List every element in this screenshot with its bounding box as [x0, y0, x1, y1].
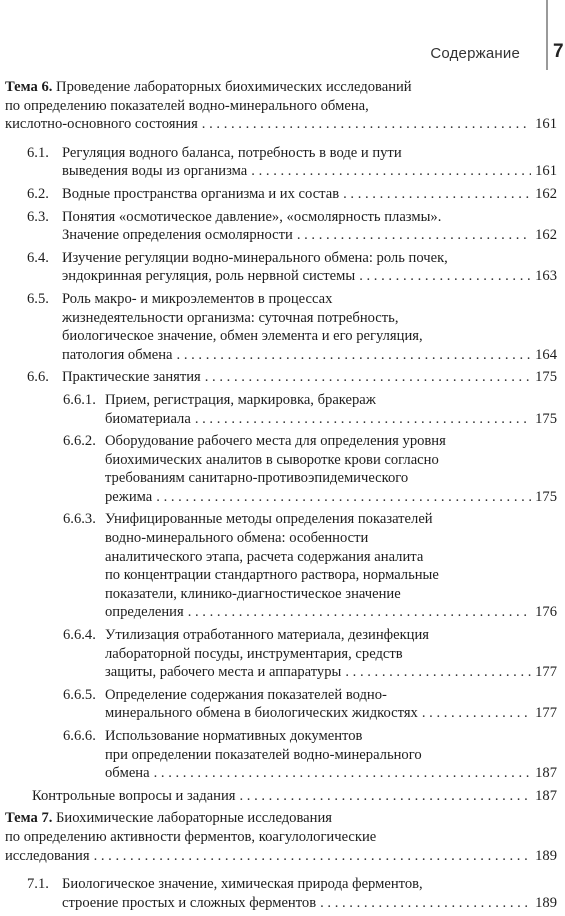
- running-header-title: Содержание: [430, 45, 520, 62]
- toc-entry-text: при определении показателей водно-минерального: [105, 746, 422, 763]
- toc-entry[interactable]: [5, 727, 557, 783]
- toc-topic-label: Тема 6.: [5, 79, 53, 95]
- toc-entry-text: по концентрации стандартного раствора, нормальные: [105, 567, 439, 584]
- dot-leader: [320, 894, 531, 913]
- toc-entry-text: Значение определения осмолярности: [62, 227, 293, 244]
- toc-page-number: 164: [535, 346, 557, 363]
- toc-entry-text: жизнедеятельности организма: суточная потребность,: [62, 309, 399, 326]
- toc-entry-text: Использование нормативных документов: [105, 728, 363, 744]
- toc-entry[interactable]: [5, 208, 557, 245]
- toc-entry-text: требованиям санитарно-противоэпидемического: [105, 470, 409, 487]
- toc-entry-text: Контрольные вопросы и задания: [32, 787, 236, 804]
- dot-leader: [94, 847, 531, 866]
- toc-entry-text: эндокринная регуляция, роль нервной системы: [62, 268, 356, 285]
- toc-page-number: 161: [535, 163, 557, 180]
- toc-entry-text: кислотно-основного состояния: [5, 116, 198, 133]
- toc-entry[interactable]: [5, 626, 557, 682]
- toc-entry-text: по определению показателей водно-минерального обмена,: [5, 97, 369, 114]
- toc-entry-text: защиты, рабочего места и аппаратуры: [105, 664, 342, 681]
- toc-topic-label: Тема 7.: [5, 810, 53, 827]
- toc-entry[interactable]: [5, 290, 557, 364]
- toc-entry-text: Регуляция водного баланса, потребность в воде и пути: [62, 144, 402, 161]
- toc-entry[interactable]: [5, 249, 557, 286]
- toc-entry-text: Биохимические лабораторные исследования: [56, 810, 332, 827]
- toc-entry-text: обмена: [105, 765, 150, 782]
- toc-entry[interactable]: [5, 510, 557, 622]
- toc-entry-number: 6.6.4.: [63, 627, 96, 644]
- toc-entry[interactable]: [5, 432, 557, 506]
- toc-entry-text: по определению активности ферментов, коагулологические: [5, 828, 377, 845]
- dot-leader: [359, 267, 531, 286]
- toc-entry-text: водно-минерального обмена: особенности: [105, 530, 369, 547]
- dot-leader: [239, 787, 531, 806]
- dot-leader: [202, 115, 531, 134]
- dot-leader: [343, 185, 531, 204]
- dot-leader: [154, 764, 531, 783]
- toc-page-number: 177: [535, 705, 557, 722]
- toc-page-number: 189: [535, 894, 557, 911]
- toc-page-number: 187: [535, 787, 557, 804]
- toc-entry-text: Утилизация отработанного материала, дезинфекция: [105, 627, 429, 644]
- dot-leader: [156, 488, 531, 507]
- toc-entry-number: 6.1.: [27, 144, 49, 161]
- toc-entry[interactable]: [5, 686, 557, 723]
- toc-entry-text: строение простых и сложных ферментов: [62, 894, 317, 911]
- toc-entry[interactable]: [5, 391, 557, 428]
- toc-entry-text: биоматериала: [105, 410, 191, 427]
- toc-entry[interactable]: [5, 809, 557, 865]
- toc-entry-number: 6.3.: [27, 208, 49, 225]
- toc-page-number: 163: [535, 268, 557, 285]
- dot-leader: [345, 663, 531, 682]
- toc-entry-text: Изучение регуляции водно-минерального обмена: роль почек,: [62, 249, 448, 266]
- toc-page-number: 162: [535, 185, 557, 202]
- toc-page-number: 189: [535, 847, 557, 864]
- toc-entry-text: определения: [105, 604, 184, 621]
- toc-entry-number: 6.6.1.: [63, 391, 96, 408]
- toc-page-number: 176: [535, 604, 557, 621]
- toc-entry-text: Биологическое значение, химическая природа ферментов,: [62, 876, 423, 893]
- toc-entry-text: Проведение лабораторных биохимических исследований: [56, 79, 412, 95]
- toc-entry-number: 6.6.6.: [63, 728, 96, 744]
- toc-entry-text: исследования: [5, 847, 90, 864]
- toc-entry-text: Прием, регистрация, маркировка, бракераж: [105, 391, 376, 408]
- header-divider: [546, 0, 548, 70]
- dot-leader: [251, 162, 531, 181]
- toc-entry-text: Роль макро- и микроэлементов в процессах: [62, 290, 333, 307]
- toc-entry-text: аналитического этапа, расчета содержания аналита: [105, 548, 424, 565]
- toc-entry-number: 6.6.5.: [63, 686, 96, 703]
- toc-page-number: 175: [535, 488, 557, 505]
- toc-entry-text: патология обмена: [62, 346, 173, 363]
- toc-entry-text: минерального обмена в биологических жидкостях: [105, 705, 418, 722]
- dot-leader: [177, 346, 531, 365]
- toc-entry-number: 6.4.: [27, 249, 49, 266]
- toc-entry-text: биологическое значение, обмен элемента и его регуляция,: [62, 328, 423, 345]
- toc-entry-text: Водные пространства организма и их состав: [62, 185, 340, 202]
- toc-entry[interactable]: [5, 78, 557, 134]
- toc-entry-number: 6.6.2.: [63, 433, 96, 450]
- toc-entry[interactable]: [5, 787, 557, 806]
- toc-entry-number: 6.6.: [27, 369, 49, 386]
- toc-entry-number: 6.2.: [27, 185, 49, 202]
- toc-entry-text: Оборудование рабочего места для определения уровня: [105, 433, 446, 450]
- toc-entry-text: Практические занятия: [62, 369, 201, 386]
- page-number: 7: [553, 41, 564, 62]
- toc-entry-text: Определение содержания показателей водно-: [105, 686, 387, 703]
- toc-entry[interactable]: [5, 875, 557, 912]
- toc-entry-text: биохимических аналитов в сыворотке крови согласно: [105, 451, 439, 468]
- dot-leader: [195, 410, 531, 429]
- toc-entry-text: показатели, клинико-диагностическое значение: [105, 585, 401, 602]
- toc-entry[interactable]: [5, 185, 557, 204]
- toc-page-number: 175: [535, 369, 557, 386]
- toc-entry-text: лабораторной посуды, инструментария, средств: [105, 645, 403, 662]
- dot-leader: [205, 368, 531, 387]
- toc-entry-text: Унифицированные методы определения показателей: [105, 511, 433, 528]
- dot-leader: [297, 226, 531, 245]
- toc-entry-number: 7.1.: [27, 876, 49, 893]
- toc-entry-text: выведения воды из организма: [62, 163, 248, 180]
- toc-page-number: 175: [535, 410, 557, 427]
- toc-page-number: 161: [535, 116, 557, 133]
- toc-entry-number: 6.5.: [27, 290, 49, 307]
- toc-page-number: 187: [535, 765, 557, 782]
- toc-entry[interactable]: [5, 144, 557, 181]
- dot-leader: [188, 603, 531, 622]
- toc-page-number: 162: [535, 227, 557, 244]
- toc-entry[interactable]: [5, 368, 557, 387]
- toc-entry-text: Понятия «осмотическое давление», «осмолярность плазмы».: [62, 208, 442, 225]
- dot-leader: [422, 704, 531, 723]
- toc-entry-number: 6.6.3.: [63, 511, 96, 528]
- table-of-contents: [5, 78, 557, 916]
- toc-entry-text: режима: [105, 488, 153, 505]
- toc-page-number: 177: [535, 664, 557, 681]
